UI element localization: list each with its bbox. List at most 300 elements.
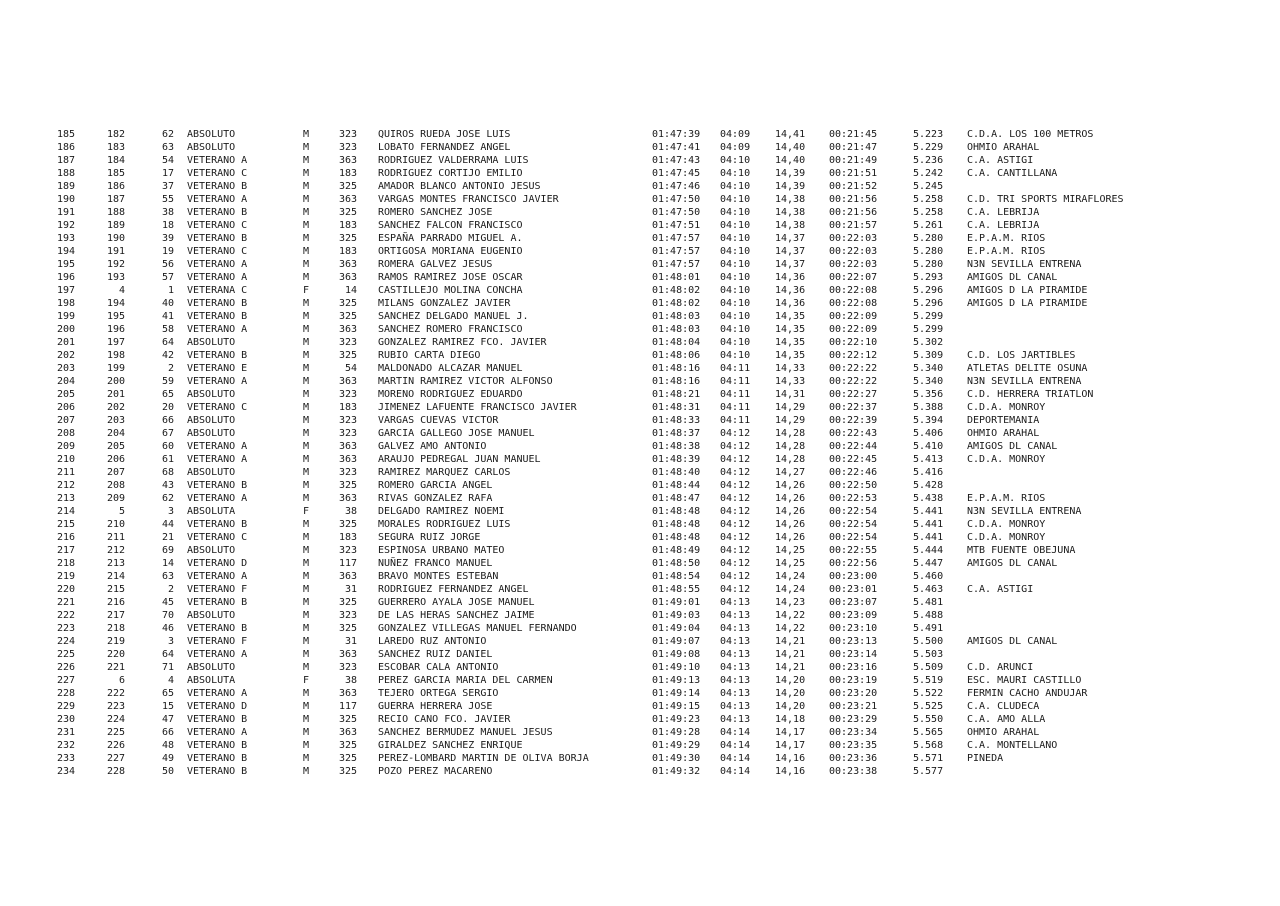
finish-time-cell: 01:48:04 — [652, 337, 701, 348]
finish-time-cell: 01:48:16 — [652, 363, 701, 374]
gender-position-cell: 192 — [106, 259, 125, 270]
finish-time-cell: 01:48:47 — [652, 493, 701, 504]
pace-cell: 04:10 — [720, 181, 751, 192]
finish-time-cell: 01:49:28 — [652, 727, 701, 738]
points-cell: 5.388 — [913, 402, 944, 413]
runner-name-cell: TEJERO ORTEGA SERGIO — [378, 688, 499, 699]
pace-cell: 04:12 — [720, 519, 751, 530]
finish-time-cell: 01:48:01 — [652, 272, 701, 283]
speed-cell: 14,22 — [775, 610, 806, 621]
points-cell: 5.293 — [913, 272, 944, 283]
overall-position-cell: 223 — [57, 623, 76, 634]
runner-name-cell: GONZALEZ VILLEGAS MANUEL FERNANDO — [378, 623, 577, 634]
speed-cell: 14,40 — [775, 142, 806, 153]
runner-name-cell: SANCHEZ DELGADO MANUEL J. — [378, 311, 529, 322]
points-cell: 5.299 — [913, 324, 944, 335]
club-cell: C.A. CLUDECA — [967, 701, 1040, 712]
runner-name-cell: NUÑEZ FRANCO MANUEL — [378, 558, 493, 569]
time-gap-cell: 00:22:07 — [829, 272, 878, 283]
time-gap-cell: 00:22:53 — [829, 493, 878, 504]
category-cell: VETERANO A — [187, 272, 248, 283]
points-cell: 5.258 — [913, 194, 944, 205]
runner-name-cell: AMADOR BLANCO ANTONIO JESUS — [378, 181, 541, 192]
runner-name-cell: SANCHEZ BERMUDEZ MANUEL JESUS — [378, 727, 553, 738]
category-position-cell: 49 — [161, 753, 174, 764]
time-gap-cell: 00:22:09 — [829, 311, 878, 322]
finish-time-cell: 01:47:41 — [652, 142, 701, 153]
points-cell: 5.242 — [913, 168, 944, 179]
category-cell: VETERANO C — [187, 402, 248, 413]
pace-cell: 04:12 — [720, 558, 751, 569]
sex-cell: M — [303, 233, 310, 244]
category-total-cell: 363 — [338, 272, 357, 283]
category-cell: VETERANO A — [187, 649, 248, 660]
speed-cell: 14,26 — [775, 480, 806, 491]
finish-time-cell: 01:48:55 — [652, 584, 701, 595]
pace-cell: 04:10 — [720, 233, 751, 244]
pace-cell: 04:10 — [720, 350, 751, 361]
speed-cell: 14,26 — [775, 519, 806, 530]
points-cell: 5.223 — [913, 129, 944, 140]
category-position-cell: 46 — [161, 623, 174, 634]
category-total-cell: 363 — [338, 727, 357, 738]
sex-cell: M — [303, 363, 310, 374]
time-gap-cell: 00:22:22 — [829, 376, 878, 387]
time-gap-cell: 00:23:34 — [829, 727, 878, 738]
overall-position-cell: 205 — [57, 389, 76, 400]
speed-cell: 14,37 — [775, 233, 806, 244]
category-cell: VETERANO A — [187, 493, 248, 504]
speed-cell: 14,35 — [775, 324, 806, 335]
gender-position-cell: 204 — [106, 428, 125, 439]
speed-cell: 14,26 — [775, 532, 806, 543]
overall-position-cell: 186 — [57, 142, 76, 153]
category-position-cell: 64 — [161, 337, 174, 348]
category-cell: ABSOLUTO — [187, 129, 236, 140]
category-cell: ABSOLUTO — [187, 467, 236, 478]
runner-name-cell: SANCHEZ ROMERO FRANCISCO — [378, 324, 523, 335]
pace-cell: 04:12 — [720, 480, 751, 491]
speed-cell: 14,39 — [775, 181, 806, 192]
category-cell: VETERANO C — [187, 220, 248, 231]
club-cell: E.P.A.M. RIOS — [967, 233, 1046, 244]
category-total-cell: 325 — [338, 233, 357, 244]
club-cell: AMIGOS DL CANAL — [967, 558, 1058, 569]
runner-name-cell: POZO PEREZ MACARENO — [378, 766, 493, 777]
time-gap-cell: 00:23:36 — [829, 753, 878, 764]
club-cell: OHMIO ARAHAL — [967, 727, 1040, 738]
runner-name-cell: DELGADO RAMIREZ NOEMI — [378, 506, 505, 517]
speed-cell: 14,25 — [775, 558, 806, 569]
finish-time-cell: 01:47:45 — [652, 168, 701, 179]
category-position-cell: 68 — [161, 467, 174, 478]
sex-cell: M — [303, 701, 310, 712]
pace-cell: 04:11 — [720, 376, 751, 387]
speed-cell: 14,24 — [775, 571, 806, 582]
pace-cell: 04:13 — [720, 662, 751, 673]
finish-time-cell: 01:49:04 — [652, 623, 701, 634]
overall-position-cell: 216 — [57, 532, 76, 543]
category-position-cell: 48 — [161, 740, 174, 751]
points-cell: 5.525 — [913, 701, 944, 712]
club-cell: FERMIN CACHO ANDUJAR — [967, 688, 1088, 699]
runner-name-cell: ROMERO SANCHEZ JOSE — [378, 207, 493, 218]
gender-position-cell: 189 — [106, 220, 125, 231]
sex-cell: M — [303, 181, 310, 192]
overall-position-cell: 192 — [57, 220, 76, 231]
finish-time-cell: 01:48:48 — [652, 532, 701, 543]
category-cell: VETERANO C — [187, 246, 248, 257]
category-total-cell: 325 — [338, 207, 357, 218]
speed-cell: 14,38 — [775, 220, 806, 231]
category-total-cell: 323 — [338, 545, 357, 556]
category-position-cell: 2 — [167, 584, 174, 595]
sex-cell: M — [303, 571, 310, 582]
pace-cell: 04:13 — [720, 701, 751, 712]
sex-cell: M — [303, 740, 310, 751]
gender-position-cell: 221 — [106, 662, 125, 673]
speed-cell: 14,23 — [775, 597, 806, 608]
category-position-cell: 37 — [161, 181, 174, 192]
sex-cell: M — [303, 246, 310, 257]
sex-cell: M — [303, 168, 310, 179]
category-total-cell: 325 — [338, 597, 357, 608]
finish-time-cell: 01:48:54 — [652, 571, 701, 582]
club-cell: AMIGOS D LA PIRAMIDE — [967, 285, 1088, 296]
speed-cell: 14,37 — [775, 246, 806, 257]
speed-cell: 14,35 — [775, 350, 806, 361]
category-position-cell: 64 — [161, 649, 174, 660]
pace-cell: 04:13 — [720, 688, 751, 699]
finish-time-cell: 01:49:29 — [652, 740, 701, 751]
points-cell: 5.500 — [913, 636, 944, 647]
speed-cell: 14,29 — [775, 402, 806, 413]
finish-time-cell: 01:48:50 — [652, 558, 701, 569]
pace-cell: 04:12 — [720, 454, 751, 465]
finish-time-cell: 01:49:32 — [652, 766, 701, 777]
pace-cell: 04:11 — [720, 363, 751, 374]
points-cell: 5.491 — [913, 623, 944, 634]
category-total-cell: 363 — [338, 376, 357, 387]
sex-cell: M — [303, 467, 310, 478]
finish-time-cell: 01:49:13 — [652, 675, 701, 686]
category-cell: VETERANO A — [187, 376, 248, 387]
speed-cell: 14,37 — [775, 259, 806, 270]
time-gap-cell: 00:23:00 — [829, 571, 878, 582]
category-position-cell: 62 — [161, 493, 174, 504]
category-cell: VETERANO D — [187, 558, 248, 569]
club-cell: C.D. ARUNCI — [967, 662, 1034, 673]
finish-time-cell: 01:48:38 — [652, 441, 701, 452]
finish-time-cell: 01:48:39 — [652, 454, 701, 465]
overall-position-cell: 217 — [57, 545, 76, 556]
overall-position-cell: 197 — [57, 285, 76, 296]
time-gap-cell: 00:22:03 — [829, 246, 878, 257]
club-cell: C.A. ASTIGI — [967, 155, 1034, 166]
sex-cell: M — [303, 519, 310, 530]
category-cell: VETERANO A — [187, 194, 248, 205]
gender-position-cell: 207 — [106, 467, 125, 478]
pace-cell: 04:11 — [720, 389, 751, 400]
sex-cell: M — [303, 584, 310, 595]
pace-cell: 04:10 — [720, 259, 751, 270]
category-cell: VETERANO C — [187, 532, 248, 543]
speed-cell: 14,41 — [775, 129, 806, 140]
time-gap-cell: 00:22:44 — [829, 441, 878, 452]
time-gap-cell: 00:22:22 — [829, 363, 878, 374]
club-cell: AMIGOS DL CANAL — [967, 272, 1058, 283]
gender-position-cell: 5 — [118, 506, 125, 517]
category-total-cell: 38 — [344, 506, 357, 517]
category-total-cell: 363 — [338, 649, 357, 660]
runner-name-cell: MARTIN RAMIREZ VICTOR ALFONSO — [378, 376, 553, 387]
category-cell: ABSOLUTO — [187, 545, 236, 556]
category-cell: VETERANO B — [187, 480, 248, 491]
runner-name-cell: RODRIGUEZ FERNANDEZ ANGEL — [378, 584, 529, 595]
speed-cell: 14,16 — [775, 766, 806, 777]
speed-cell: 14,21 — [775, 649, 806, 660]
category-cell: VETERANO B — [187, 350, 248, 361]
category-total-cell: 325 — [338, 623, 357, 634]
pace-cell: 04:13 — [720, 636, 751, 647]
gender-position-cell: 188 — [106, 207, 125, 218]
runner-name-cell: GALVEZ AMO ANTONIO — [378, 441, 487, 452]
time-gap-cell: 00:23:01 — [829, 584, 878, 595]
category-cell: VETERANO E — [187, 363, 248, 374]
gender-position-cell: 223 — [106, 701, 125, 712]
runner-name-cell: ROMERO GARCIA ANGEL — [378, 480, 493, 491]
club-cell: DEPORTEMANIA — [967, 415, 1040, 426]
time-gap-cell: 00:23:21 — [829, 701, 878, 712]
club-cell: AMIGOS DL CANAL — [967, 636, 1058, 647]
category-cell: VETERANO F — [187, 584, 248, 595]
sex-cell: M — [303, 636, 310, 647]
time-gap-cell: 00:21:45 — [829, 129, 878, 140]
sex-cell: M — [303, 142, 310, 153]
gender-position-cell: 6 — [118, 675, 125, 686]
finish-time-cell: 01:48:49 — [652, 545, 701, 556]
finish-time-cell: 01:48:06 — [652, 350, 701, 361]
speed-cell: 14,39 — [775, 168, 806, 179]
finish-time-cell: 01:48:44 — [652, 480, 701, 491]
category-cell: VETERANO D — [187, 701, 248, 712]
sex-cell: M — [303, 207, 310, 218]
time-gap-cell: 00:22:46 — [829, 467, 878, 478]
points-cell: 5.280 — [913, 259, 944, 270]
time-gap-cell: 00:22:54 — [829, 519, 878, 530]
pace-cell: 04:13 — [720, 597, 751, 608]
time-gap-cell: 00:22:54 — [829, 506, 878, 517]
points-cell: 5.441 — [913, 506, 944, 517]
club-cell: C.A. LEBRIJA — [967, 207, 1040, 218]
sex-cell: M — [303, 662, 310, 673]
finish-time-cell: 01:48:33 — [652, 415, 701, 426]
sex-cell: M — [303, 428, 310, 439]
gender-position-cell: 224 — [106, 714, 125, 725]
category-position-cell: 44 — [161, 519, 174, 530]
runner-name-cell: RUBIO CARTA DIEGO — [378, 350, 481, 361]
points-cell: 5.519 — [913, 675, 944, 686]
category-total-cell: 363 — [338, 155, 357, 166]
sex-cell: M — [303, 766, 310, 777]
category-cell: VETERANO B — [187, 298, 248, 309]
category-position-cell: 63 — [161, 571, 174, 582]
category-total-cell: 323 — [338, 428, 357, 439]
category-position-cell: 2 — [167, 363, 174, 374]
gender-position-cell: 201 — [106, 389, 125, 400]
category-position-cell: 65 — [161, 688, 174, 699]
club-cell: N3N SEVILLA ENTRENA — [967, 506, 1082, 517]
finish-time-cell: 01:49:03 — [652, 610, 701, 621]
points-cell: 5.309 — [913, 350, 944, 361]
gender-position-cell: 208 — [106, 480, 125, 491]
points-cell: 5.413 — [913, 454, 944, 465]
category-position-cell: 66 — [161, 415, 174, 426]
runner-name-cell: RECIO CANO FCO. JAVIER — [378, 714, 511, 725]
runner-name-cell: RAMIREZ MARQUEZ CARLOS — [378, 467, 511, 478]
category-total-cell: 54 — [344, 363, 357, 374]
category-total-cell: 325 — [338, 753, 357, 764]
category-cell: VETERANO B — [187, 714, 248, 725]
club-cell: N3N SEVILLA ENTRENA — [967, 259, 1082, 270]
points-cell: 5.299 — [913, 311, 944, 322]
points-cell: 5.410 — [913, 441, 944, 452]
category-total-cell: 183 — [338, 246, 357, 257]
points-cell: 5.550 — [913, 714, 944, 725]
points-cell: 5.503 — [913, 649, 944, 660]
club-cell: C.D. LOS JARTIBLES — [967, 350, 1076, 361]
overall-position-cell: 231 — [57, 727, 76, 738]
sex-cell: M — [303, 454, 310, 465]
gender-position-cell: 216 — [106, 597, 125, 608]
overall-position-cell: 193 — [57, 233, 76, 244]
time-gap-cell: 00:21:49 — [829, 155, 878, 166]
pace-cell: 04:14 — [720, 740, 751, 751]
category-total-cell: 325 — [338, 766, 357, 777]
runner-name-cell: RAMOS RAMIREZ JOSE OSCAR — [378, 272, 523, 283]
sex-cell: M — [303, 129, 310, 140]
time-gap-cell: 00:21:56 — [829, 207, 878, 218]
finish-time-cell: 01:48:03 — [652, 324, 701, 335]
category-cell: ABSOLUTO — [187, 428, 236, 439]
category-total-cell: 323 — [338, 389, 357, 400]
category-total-cell: 325 — [338, 519, 357, 530]
time-gap-cell: 00:22:50 — [829, 480, 878, 491]
runner-name-cell: GUERRERO AYALA JOSE MANUEL — [378, 597, 535, 608]
category-total-cell: 31 — [344, 636, 357, 647]
finish-time-cell: 01:47:43 — [652, 155, 701, 166]
runner-name-cell: MALDONADO ALCAZAR MANUEL — [378, 363, 523, 374]
category-position-cell: 57 — [161, 272, 174, 283]
category-cell: ABSOLUTO — [187, 610, 236, 621]
overall-position-cell: 209 — [57, 441, 76, 452]
sex-cell: M — [303, 337, 310, 348]
category-total-cell: 363 — [338, 259, 357, 270]
speed-cell: 14,28 — [775, 428, 806, 439]
gender-position-cell: 187 — [106, 194, 125, 205]
category-cell: VETERANO A — [187, 441, 248, 452]
category-position-cell: 71 — [161, 662, 174, 673]
finish-time-cell: 01:48:37 — [652, 428, 701, 439]
time-gap-cell: 00:23:16 — [829, 662, 878, 673]
category-total-cell: 325 — [338, 298, 357, 309]
overall-position-cell: 230 — [57, 714, 76, 725]
category-position-cell: 18 — [161, 220, 174, 231]
category-position-cell: 60 — [161, 441, 174, 452]
overall-position-cell: 222 — [57, 610, 76, 621]
overall-position-cell: 191 — [57, 207, 76, 218]
pace-cell: 04:10 — [720, 298, 751, 309]
overall-position-cell: 225 — [57, 649, 76, 660]
time-gap-cell: 00:22:39 — [829, 415, 878, 426]
category-total-cell: 323 — [338, 662, 357, 673]
category-position-cell: 19 — [161, 246, 174, 257]
runner-name-cell: CASTILLEJO MOLINA CONCHA — [378, 285, 523, 296]
finish-time-cell: 01:48:48 — [652, 506, 701, 517]
runner-name-cell: ROMERA GALVEZ JESUS — [378, 259, 493, 270]
pace-cell: 04:12 — [720, 506, 751, 517]
overall-position-cell: 185 — [57, 129, 76, 140]
runner-name-cell: SANCHEZ RUIZ DANIEL — [378, 649, 493, 660]
pace-cell: 04:12 — [720, 428, 751, 439]
overall-position-cell: 233 — [57, 753, 76, 764]
runner-name-cell: VARGAS CUEVAS VICTOR — [378, 415, 499, 426]
time-gap-cell: 00:23:14 — [829, 649, 878, 660]
category-total-cell: 117 — [338, 701, 357, 712]
gender-position-cell: 185 — [106, 168, 125, 179]
category-cell: VETERANO A — [187, 259, 248, 270]
runner-name-cell: MORENO RODRIGUEZ EDUARDO — [378, 389, 523, 400]
category-position-cell: 21 — [161, 532, 174, 543]
club-cell: ATLETAS DELITE OSUNA — [967, 363, 1088, 374]
finish-time-cell: 01:49:23 — [652, 714, 701, 725]
time-gap-cell: 00:22:09 — [829, 324, 878, 335]
time-gap-cell: 00:21:56 — [829, 194, 878, 205]
overall-position-cell: 202 — [57, 350, 76, 361]
runner-name-cell: LAREDO RUZ ANTONIO — [378, 636, 487, 647]
category-cell: VETERANO B — [187, 311, 248, 322]
category-position-cell: 70 — [161, 610, 174, 621]
points-cell: 5.340 — [913, 363, 944, 374]
sex-cell: M — [303, 545, 310, 556]
sex-cell: M — [303, 493, 310, 504]
club-cell: C.A. ASTIGI — [967, 584, 1034, 595]
category-total-cell: 363 — [338, 324, 357, 335]
category-cell: VETERANO A — [187, 324, 248, 335]
sex-cell: F — [303, 285, 310, 296]
points-cell: 5.577 — [913, 766, 944, 777]
category-total-cell: 325 — [338, 714, 357, 725]
sex-cell: M — [303, 610, 310, 621]
overall-position-cell: 232 — [57, 740, 76, 751]
gender-position-cell: 202 — [106, 402, 125, 413]
category-total-cell: 31 — [344, 584, 357, 595]
points-cell: 5.416 — [913, 467, 944, 478]
overall-position-cell: 207 — [57, 415, 76, 426]
gender-position-cell: 218 — [106, 623, 125, 634]
gender-position-cell: 199 — [106, 363, 125, 374]
category-position-cell: 61 — [161, 454, 174, 465]
category-total-cell: 183 — [338, 168, 357, 179]
category-total-cell: 363 — [338, 454, 357, 465]
pace-cell: 04:12 — [720, 571, 751, 582]
finish-time-cell: 01:49:14 — [652, 688, 701, 699]
club-cell: C.A. CANTILLANA — [967, 168, 1058, 179]
club-cell: N3N SEVILLA ENTRENA — [967, 376, 1082, 387]
overall-position-cell: 195 — [57, 259, 76, 270]
pace-cell: 04:13 — [720, 610, 751, 621]
gender-position-cell: 186 — [106, 181, 125, 192]
